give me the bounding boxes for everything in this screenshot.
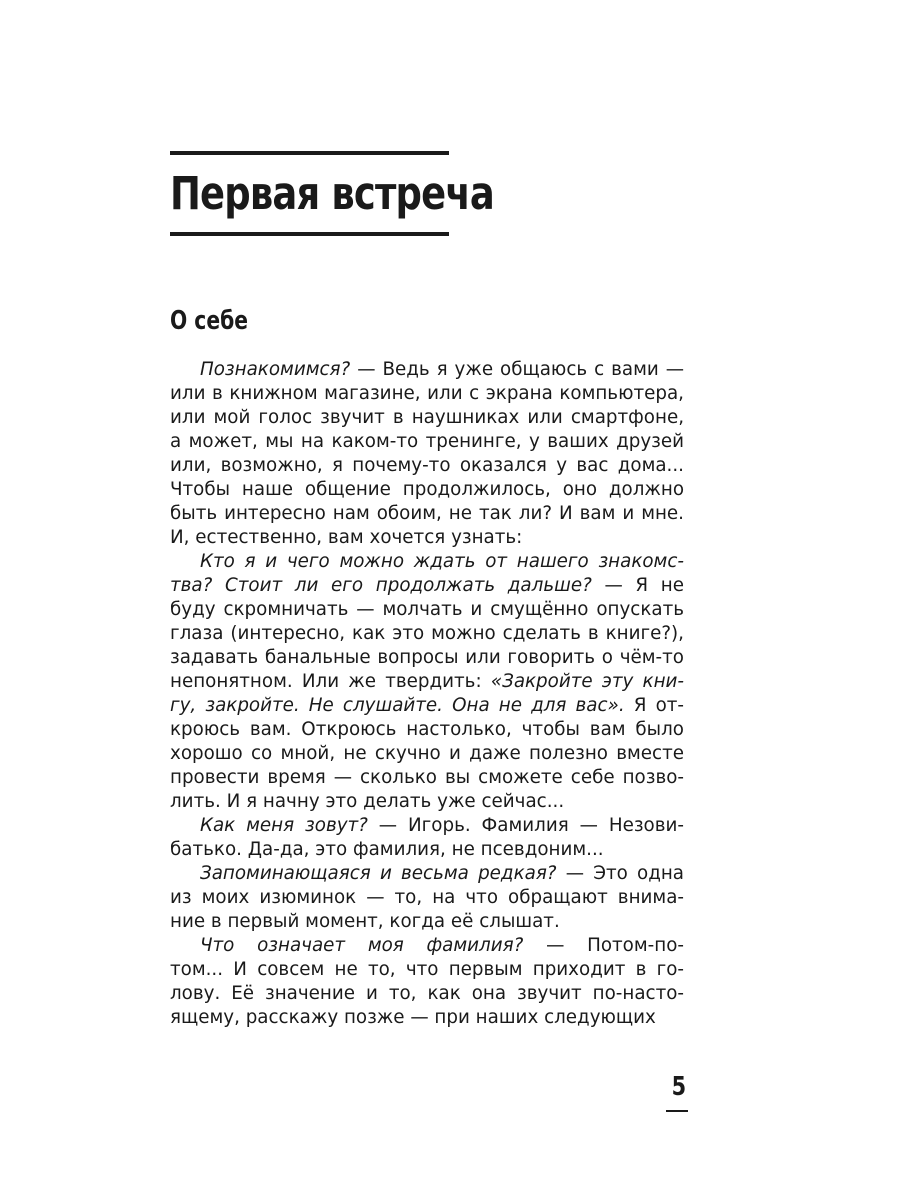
- text-line: [170, 358, 684, 382]
- text-segment: И, естественно, вам хочется узнать:: [170, 527, 523, 548]
- text-line: [170, 502, 684, 526]
- text-segment: батько. Да-да, это фамилия, не псевдоним...: [170, 839, 604, 860]
- chapter-title: Первая встреча: [170, 167, 494, 220]
- text-line: [170, 454, 684, 478]
- text-line: [170, 478, 684, 502]
- text-segment: а может, мы на каком-то тренинге, у ваших друзей: [170, 431, 684, 452]
- text-segment: Я от-: [624, 695, 684, 716]
- paragraph: [170, 550, 684, 814]
- text-line: [170, 694, 684, 718]
- italic-segment: Кто я и чего можно ждать от нашего знакомс-: [200, 551, 684, 572]
- text-segment: провести время — сколько вы сможете себе позво-: [170, 767, 684, 788]
- text-segment: непонятном. Или же твердить:: [170, 671, 491, 692]
- text-line: [170, 574, 684, 598]
- text-line: [170, 718, 684, 742]
- text-segment: или мой голос звучит в наушниках или смартфоне,: [170, 407, 684, 428]
- chapter-top-rule: [170, 151, 449, 155]
- page-number: 5: [671, 1072, 686, 1102]
- text-line: [170, 910, 684, 934]
- paragraph: [170, 814, 684, 862]
- text-segment: — Я не: [591, 575, 684, 596]
- text-segment: или в книжном магазине, или с экрана компьютера,: [170, 383, 684, 404]
- text-segment: — Ведь я уже общаюсь с вами —: [350, 359, 684, 380]
- text-line: [170, 790, 684, 814]
- text-line: [170, 766, 684, 790]
- text-segment: из моих изюминок — то, на что обращают внима-: [170, 887, 684, 908]
- italic-segment: «Закройте эту кни-: [490, 671, 684, 692]
- text-segment: ящему, расскажу позже — при наших следующих: [170, 1007, 656, 1028]
- text-segment: хорошо со мной, не скучно и даже полезно вместе: [170, 743, 684, 764]
- text-line: [170, 934, 684, 958]
- text-line: [170, 622, 684, 646]
- text-line: [170, 646, 684, 670]
- text-segment: — Игорь. Фамилия — Незови-: [367, 815, 684, 836]
- text-segment: лить. И я начну это делать уже сейчас...: [170, 791, 565, 812]
- italic-segment: Познакомимся?: [200, 359, 351, 380]
- text-segment: — Это одна: [556, 863, 684, 884]
- paragraph: [170, 862, 684, 934]
- body-text: [170, 358, 684, 1030]
- text-line: [170, 406, 684, 430]
- text-line: [170, 862, 684, 886]
- chapter-bottom-rule: [170, 232, 449, 236]
- text-segment: том... И совсем не то, что первым приходит в го-: [170, 959, 684, 980]
- text-segment: лову. Её значение и то, как она звучит по-насто-: [170, 983, 684, 1004]
- text-line: [170, 742, 684, 766]
- paragraph: [170, 934, 684, 1030]
- text-line: [170, 382, 684, 406]
- text-segment: Чтобы наше общение продолжилось, оно должно: [170, 479, 684, 500]
- text-line: [170, 838, 684, 862]
- italic-segment: тва? Стоит ли его продолжать дальше?: [170, 575, 592, 596]
- text-segment: глаза (интересно, как это можно сделать в книге?),: [170, 623, 684, 644]
- italic-segment: Что означает моя фамилия?: [200, 935, 524, 956]
- text-line: [170, 814, 684, 838]
- text-line: [170, 526, 684, 550]
- text-segment: буду скромничать — молчать и смущённо опускать: [170, 599, 684, 620]
- text-segment: ние в первый момент, когда её слышат.: [170, 911, 560, 932]
- italic-segment: Как меня зовут?: [200, 815, 368, 836]
- text-segment: быть интересно нам обоим, не так ли? И вам и мне.: [170, 503, 684, 524]
- text-segment: задавать банальные вопросы или говорить о чём-то: [170, 647, 684, 668]
- text-line: [170, 886, 684, 910]
- page-number-rule: [666, 1110, 688, 1112]
- text-line: [170, 670, 684, 694]
- italic-segment: гу, закройте. Не слушайте. Она не для вас».: [170, 695, 625, 716]
- section-title: О себе: [170, 306, 248, 336]
- text-line: [170, 982, 684, 1006]
- text-segment: кроюсь вам. Откроюсь настолько, чтобы вам было: [170, 719, 684, 740]
- paragraph: [170, 358, 684, 550]
- text-line: [170, 958, 684, 982]
- text-segment: или, возможно, я почему-то оказался у вас дома...: [170, 455, 684, 476]
- text-line: [170, 430, 684, 454]
- text-segment: — Потом-по-: [523, 935, 684, 956]
- italic-segment: Запоминающаяся и весьма редкая?: [200, 863, 557, 884]
- text-line: [170, 1006, 684, 1030]
- text-line: [170, 550, 684, 574]
- text-line: [170, 598, 684, 622]
